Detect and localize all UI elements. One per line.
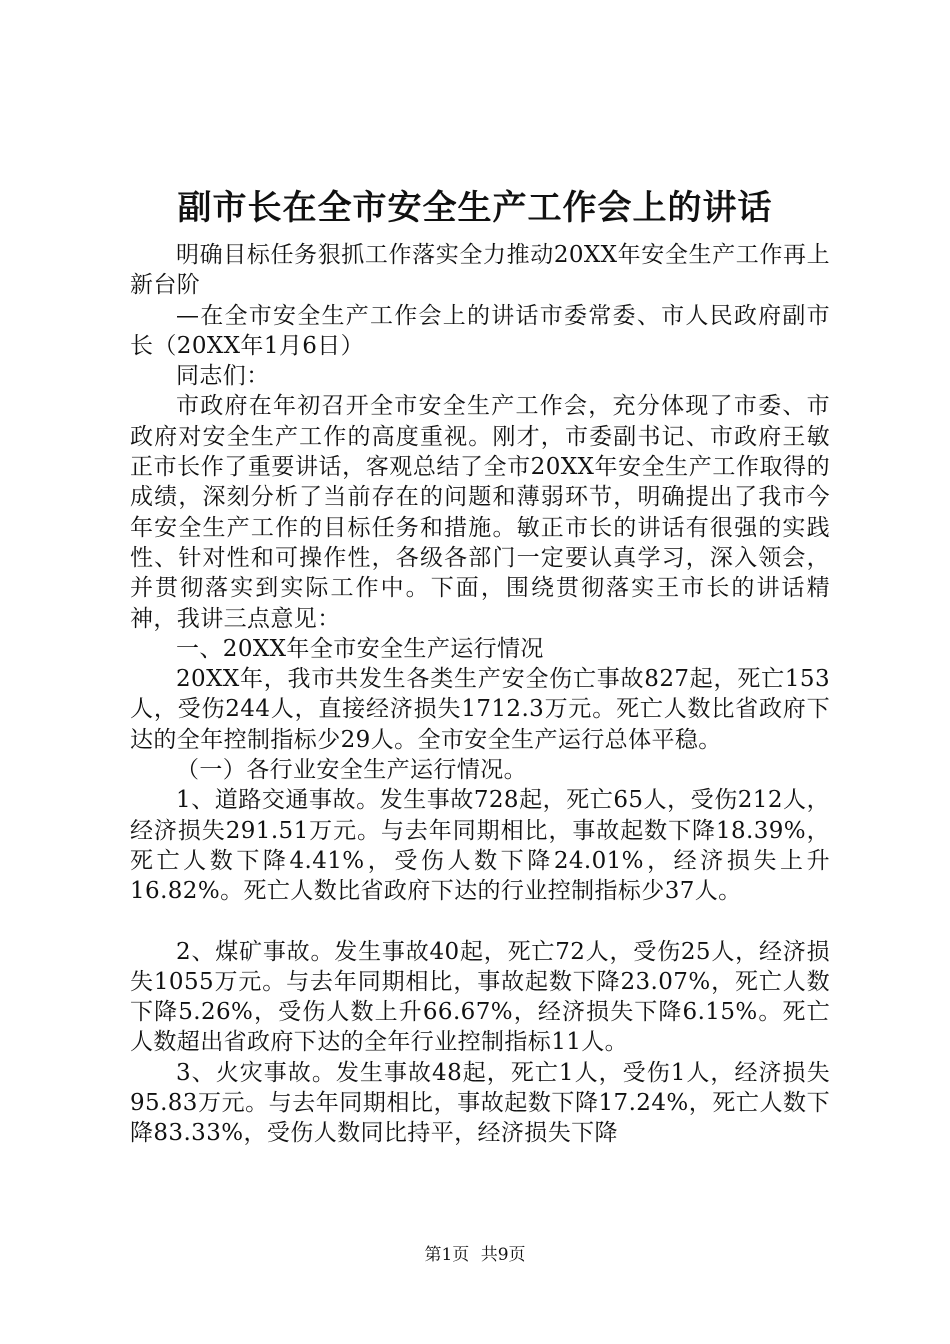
page-number: 第1页 xyxy=(424,1245,470,1265)
subtitle-paragraph: 明确目标任务狠抓工作落实全力推动20XX年安全生产工作再上新台阶 xyxy=(130,242,830,299)
salutation-paragraph: 同志们： xyxy=(176,363,270,390)
total-pages: 共9页 xyxy=(480,1245,526,1265)
coal-mine-paragraph: 2、煤矿事故。发生事故40起，死亡72人，受伤25人，经济损失1055万元。与去年同期相比，事故起数下降23.07%，死亡人数下降5.26%，受伤人数上升66.67%，经济损失下降6.15%。死亡人数超出省政府下达的全年行业控制指标11人。 xyxy=(130,938,830,1056)
page-footer xyxy=(0,1244,950,1266)
intro-paragraph: 市政府在年初召开全市安全生产工作会，充分体现了市委、市政府对安全生产工作的高度重视。刚才，市委副书记、市政府王敏正市长作了重要讲话，客观总结了全市20XX年安全生产工作取得的成绩，深刻分析了当前存在的问题和薄弱环节，明确提出了我市今年安全生产工作的目标任务和措施。敏正市长的讲话有很强的实践性、针对性和可操作性，各级各部门一定要认真学习，深入领会，并贯彻落实到实际工作中。下面，围绕贯彻落实王市长的讲话精神，我讲三点意见： xyxy=(130,393,830,632)
section-heading: 一、20XX年全市安全生产运行情况 xyxy=(176,635,544,662)
document-title: 副市长在全市安全生产工作会上的讲话 xyxy=(177,188,773,228)
document-body xyxy=(130,240,830,1149)
road-accident-paragraph: 1、道路交通事故。发生事故728起，死亡65人，受伤212人，经济损失291.51万元。与去年同期相比，事故起数下降18.39%，死亡人数下降4.41%，受伤人数下降24.01%，经济损失上升16.82%。死亡人数比省政府下达的行业控制指标少37人。 xyxy=(130,787,830,905)
subsection-heading: （一）各行业安全生产运行情况。 xyxy=(176,757,527,784)
speaker-paragraph: —在全市安全生产工作会上的讲话市委常委、市人民政府副市长（20XX年1月6日） xyxy=(130,302,830,359)
summary-paragraph: 20XX年，我市共发生各类生产安全伤亡事故827起，死亡153人，受伤244人，直接经济损失1712.3万元。死亡人数比省政府下达的全年控制指标少29人。全市安全生产运行总体平稳。 xyxy=(130,666,830,753)
fire-accident-paragraph: 3、火灾事故。发生事故48起，死亡1人，受伤1人，经济损失95.83万元。与去年同期相比，事故起数下降17.24%，死亡人数下降83.33%，受伤人数同比持平，经济损失下降 xyxy=(130,1059,830,1147)
